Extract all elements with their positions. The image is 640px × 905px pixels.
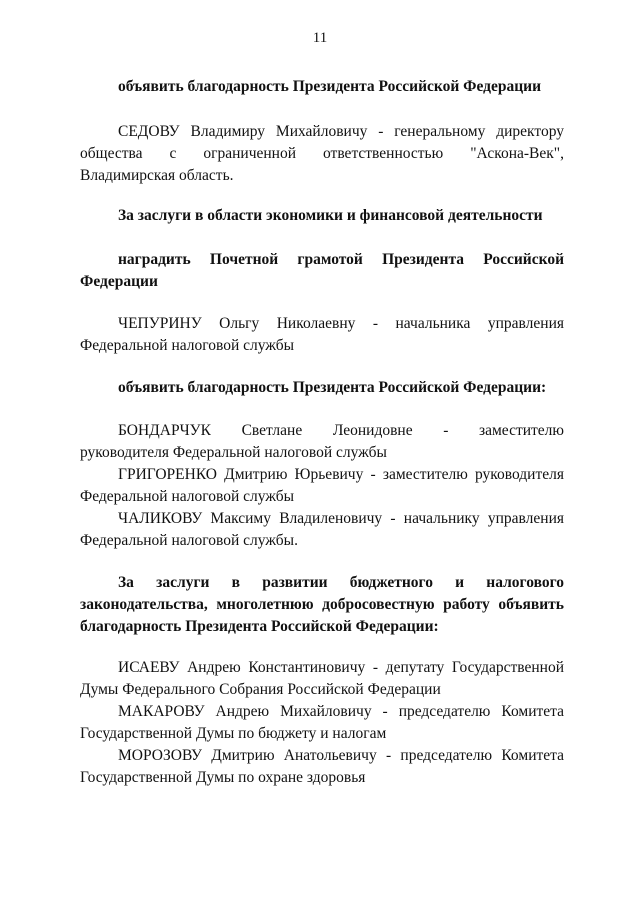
entry-line: БОНДАРЧУК Светлане Леонидовне - заместителю [118,422,564,439]
heading-text: объявить благодарность Президента Российской Федерации [118,78,542,95]
award-entry-chepurina [80,313,564,357]
award-entry-chalikov [80,508,564,552]
entry-line: ГРИГОРЕНКО Дмитрию Юрьевичу - заместителю руководителя [118,466,564,483]
heading-text: объявить благодарность Президента Российской Федерации: [118,379,547,396]
award-entry-isaev [80,657,564,701]
heading-certificate [80,249,564,293]
entry-line: Думы Федерального Собрания Российской Федерации [80,681,441,698]
entry-line: Государственной Думы по охране здоровья [80,769,366,786]
heading-line: наградить Почетной грамотой Президента Российской [118,251,564,268]
entry-line: МОРОЗОВУ Дмитрию Анатольевичу - председателю Комитета [118,747,564,764]
entry-line: Федеральной налоговой службы. [80,532,298,549]
heading-budget-merits [80,572,564,638]
heading-line: За заслуги в развитии бюджетного и налогового [118,574,564,591]
heading-line: Федерации [80,273,158,290]
award-entry-morozov [80,745,564,789]
entry-line: руководителя Федеральной налоговой службы [80,444,387,461]
award-entry-sedov [80,121,564,187]
heading-text: За заслуги в области экономики и финансовой деятельности [118,207,543,224]
entry-line: общества с ограниченной ответственностью "Аскона-Век", [80,145,564,162]
entry-line: МАКАРОВУ Андрею Михайловичу - председателю Комитета [118,703,564,720]
entry-line: Федеральной налоговой службы [80,488,295,505]
entry-line: ЧАЛИКОВУ Максиму Владиленовичу - начальнику управления [118,510,564,527]
entry-line: Владимирская область. [80,167,234,184]
entry-line: Государственной Думы по бюджету и налогам [80,725,387,742]
heading-economy-merits [80,205,564,227]
entry-line: ЧЕПУРИНУ Ольгу Николаевну - начальника управления [118,315,564,332]
entry-line: СЕДОВУ Владимиру Михайловичу - генеральному директору [118,123,564,140]
award-entry-makarov [80,701,564,745]
award-entry-grigorenko [80,464,564,508]
award-entry-bondarchuk [80,420,564,464]
entry-line: Федеральной налоговой службы [80,337,295,354]
heading-line: благодарность Президента Российской Федерации: [80,618,439,635]
heading-line: законодательства, многолетнюю добросовестную работу объявить [80,596,564,613]
page-number: 11 [312,30,328,46]
entry-line: ИСАЕВУ Андрею Константиновичу - депутату Государственной [118,659,564,676]
heading-gratitude-2 [80,377,564,399]
heading-gratitude-1 [80,76,564,98]
